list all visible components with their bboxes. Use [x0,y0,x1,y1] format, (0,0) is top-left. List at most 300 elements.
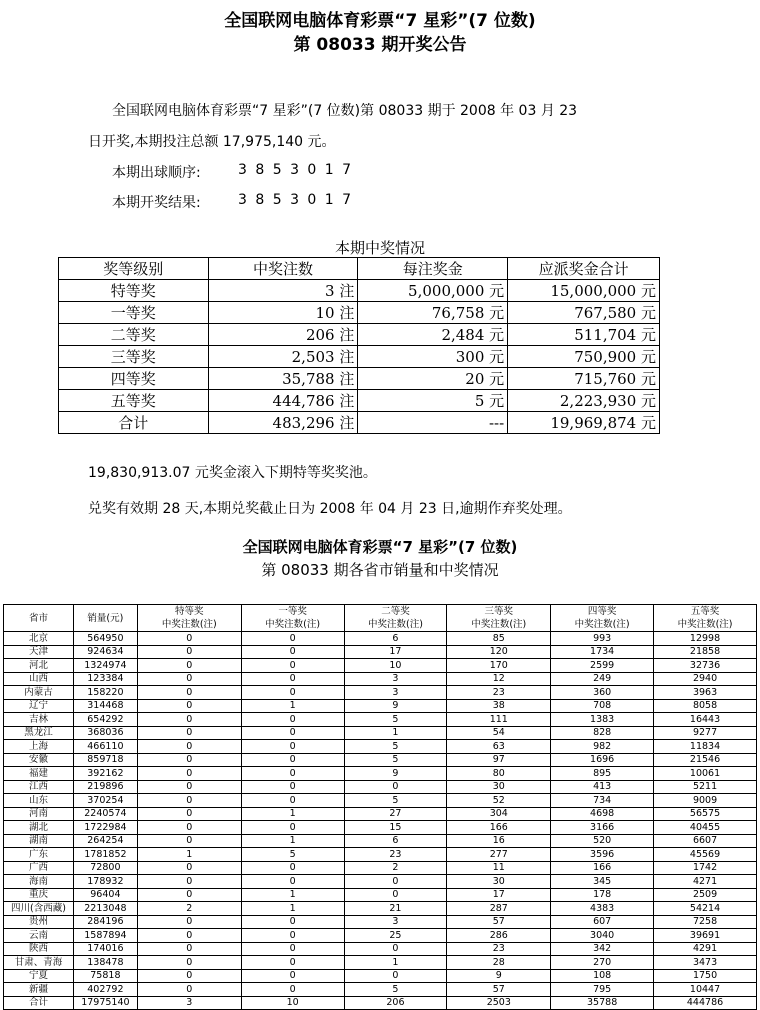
third-prize-count: 277 [447,848,551,862]
special-prize-count: 0 [137,699,241,713]
province-row [4,902,757,916]
sales: 219896 [73,780,137,794]
sales: 2240574 [73,807,137,821]
third-prize-count: 17 [447,888,551,902]
prize-row [59,412,660,434]
fifth-prize-count: 1742 [654,861,757,875]
first-prize-count: 0 [241,753,344,767]
sales: 859718 [73,753,137,767]
province: 广西 [4,861,74,875]
fourth-prize-count: 1696 [551,753,654,767]
total-payout: 19,969,874 元 [508,412,660,434]
prize-name: 二等奖 [381,606,410,617]
total-payout: 767,580 元 [508,302,660,324]
fourth-prize-count: 993 [551,632,654,646]
second-prize-count: 5 [344,794,447,808]
special-prize-count: 0 [137,956,241,970]
third-prize-count: 166 [447,821,551,835]
special-prize-count: 0 [137,875,241,889]
province: 北京 [4,632,74,646]
province: 吉林 [4,713,74,727]
fourth-prize-count: 982 [551,740,654,754]
first-prize-count: 1 [241,807,344,821]
sales: 1587894 [73,929,137,943]
second-prize-count: 5 [344,753,447,767]
second-prize-count: 3 [344,686,447,700]
first-prize-count: 0 [241,645,344,659]
province: 湖南 [4,834,74,848]
fifth-prize-count: 8058 [654,699,757,713]
special-prize-count: 0 [137,983,241,997]
fifth-prize-count: 3963 [654,686,757,700]
draw-order-value: 3 8 5 3 0 1 7 [238,162,352,178]
sales: 138478 [73,956,137,970]
second-prize-count: 3 [344,915,447,929]
total-payout: 750,900 元 [508,346,660,368]
result-label: 本期开奖结果: [112,195,201,211]
fourth-prize-count: 795 [551,983,654,997]
fourth-prize-count: 520 [551,834,654,848]
sales: 370254 [73,794,137,808]
special-prize-count: 0 [137,807,241,821]
validity-note: 兑奖有效期 28 天,本期兑奖截止日为 2008 年 04 月 23 日,逾期作弃奖处理。 [88,501,572,517]
third-prize-count: 287 [447,902,551,916]
header-province: 省市 [4,605,74,632]
province-row [4,956,757,970]
third-prize-count: 286 [447,929,551,943]
province-section-title: 全国联网电脑体育彩票“7 星彩”(7 位数) [242,538,518,556]
sales: 564950 [73,632,137,646]
fifth-prize-count: 45569 [654,848,757,862]
header-prize-col [137,605,241,632]
special-prize-count: 0 [137,929,241,943]
winning-count: 444,786 注 [208,390,358,412]
special-prize-count: 3 [137,996,241,1010]
fifth-prize-count: 4291 [654,942,757,956]
total-payout: 2,223,930 元 [508,390,660,412]
province-row [4,686,757,700]
sales: 264254 [73,834,137,848]
fifth-prize-count: 4271 [654,875,757,889]
total-payout: 715,760 元 [508,368,660,390]
province: 天津 [4,645,74,659]
prize-row [59,368,660,390]
prize-level: 五等奖 [59,390,209,412]
province: 河南 [4,807,74,821]
first-prize-count: 0 [241,983,344,997]
header-prize-col [551,605,654,632]
province: 四川(含西藏) [4,902,74,916]
prize-sub: 中奖注数(注) [677,619,733,630]
special-prize-count: 0 [137,861,241,875]
fifth-prize-count: 9277 [654,726,757,740]
fifth-prize-count: 10447 [654,983,757,997]
second-prize-count: 0 [344,888,447,902]
sales: 392162 [73,767,137,781]
province-table [3,604,757,1010]
header-winning-count: 中奖注数 [208,258,358,280]
second-prize-count: 25 [344,929,447,943]
sales: 402792 [73,983,137,997]
fifth-prize-count: 444786 [654,996,757,1010]
second-prize-count: 0 [344,942,447,956]
fifth-prize-count: 39691 [654,929,757,943]
rollover-note: 19,830,913.07 元奖金滚入下期特等奖奖池。 [88,465,377,481]
province-row [4,780,757,794]
sales: 75818 [73,969,137,983]
header-prize-col [344,605,447,632]
fourth-prize-count: 708 [551,699,654,713]
province: 重庆 [4,888,74,902]
first-prize-count: 0 [241,767,344,781]
second-prize-count: 6 [344,834,447,848]
second-prize-count: 5 [344,740,447,754]
prize-row [59,390,660,412]
sales: 174016 [73,942,137,956]
first-prize-count: 0 [241,969,344,983]
special-prize-count: 0 [137,713,241,727]
intro-line-2: 日开奖,本期投注总额 17,975,140 元。 [88,134,336,150]
prize-row [59,346,660,368]
province: 内蒙古 [4,686,74,700]
province-row [4,740,757,754]
province: 新疆 [4,983,74,997]
province-row [4,645,757,659]
first-prize-count: 0 [241,632,344,646]
second-prize-count: 23 [344,848,447,862]
province: 广东 [4,848,74,862]
fourth-prize-count: 734 [551,794,654,808]
province-row [4,767,757,781]
third-prize-count: 52 [447,794,551,808]
prize-row [59,280,660,302]
winning-count: 483,296 注 [208,412,358,434]
special-prize-count: 0 [137,645,241,659]
fifth-prize-count: 7258 [654,915,757,929]
special-prize-count: 1 [137,848,241,862]
header-sales: 销量(元) [73,605,137,632]
sales: 123384 [73,672,137,686]
sales: 466110 [73,740,137,754]
province: 云南 [4,929,74,943]
fourth-prize-count: 4383 [551,902,654,916]
special-prize-count: 0 [137,834,241,848]
third-prize-count: 63 [447,740,551,754]
fifth-prize-count: 40455 [654,821,757,835]
second-prize-count: 15 [344,821,447,835]
fifth-prize-count: 6607 [654,834,757,848]
special-prize-count: 0 [137,659,241,673]
second-prize-count: 3 [344,672,447,686]
second-prize-count: 9 [344,767,447,781]
second-prize-count: 0 [344,875,447,889]
prize-table-header [59,258,660,280]
special-prize-count: 0 [137,632,241,646]
prize-per-ticket: 5,000,000 元 [358,280,508,302]
first-prize-count: 0 [241,794,344,808]
winning-count: 206 注 [208,324,358,346]
province-row [4,659,757,673]
first-prize-count: 0 [241,821,344,835]
fourth-prize-count: 249 [551,672,654,686]
prize-level: 二等奖 [59,324,209,346]
province-row [4,672,757,686]
province-table-header [4,605,757,632]
third-prize-count: 38 [447,699,551,713]
header-prize-col [241,605,344,632]
fifth-prize-count: 12998 [654,632,757,646]
prize-per-ticket: 300 元 [358,346,508,368]
second-prize-count: 2 [344,861,447,875]
prize-level: 四等奖 [59,368,209,390]
prize-name: 四等奖 [587,606,617,617]
prize-level: 特等奖 [59,280,209,302]
third-prize-count: 16 [447,834,551,848]
third-prize-count: 85 [447,632,551,646]
first-prize-count: 0 [241,672,344,686]
third-prize-count: 11 [447,861,551,875]
total-payout: 511,704 元 [508,324,660,346]
header-prize-per-ticket: 每注奖金 [358,258,508,280]
second-prize-count: 206 [344,996,447,1010]
first-prize-count: 1 [241,902,344,916]
prize-sub: 中奖注数(注) [265,619,321,630]
fifth-prize-count: 5211 [654,780,757,794]
fifth-prize-count: 54214 [654,902,757,916]
second-prize-count: 1 [344,726,447,740]
sales: 178932 [73,875,137,889]
fourth-prize-count: 108 [551,969,654,983]
fourth-prize-count: 178 [551,888,654,902]
special-prize-count: 0 [137,969,241,983]
second-prize-count: 17 [344,645,447,659]
first-prize-count: 0 [241,686,344,700]
sales: 158220 [73,686,137,700]
third-prize-count: 80 [447,767,551,781]
prize-name: 一等奖 [278,606,307,617]
special-prize-count: 0 [137,888,241,902]
draw-order-label: 本期出球顺序: [112,165,201,181]
third-prize-count: 23 [447,686,551,700]
fifth-prize-count: 21546 [654,753,757,767]
third-prize-count: 2503 [447,996,551,1010]
second-prize-count: 5 [344,713,447,727]
first-prize-count: 0 [241,956,344,970]
fourth-prize-count: 895 [551,767,654,781]
province: 山西 [4,672,74,686]
fifth-prize-count: 9009 [654,794,757,808]
second-prize-count: 0 [344,969,447,983]
sales: 284196 [73,915,137,929]
first-prize-count: 1 [241,834,344,848]
province-row [4,713,757,727]
province-row [4,834,757,848]
intro-line-1: 全国联网电脑体育彩票“7 星彩”(7 位数)第 08033 期于 2008 年 03 月 23 [112,103,578,119]
third-prize-count: 23 [447,942,551,956]
special-prize-count: 0 [137,780,241,794]
fourth-prize-count: 360 [551,686,654,700]
province-row [4,794,757,808]
province-row [4,807,757,821]
fourth-prize-count: 607 [551,915,654,929]
province-row [4,753,757,767]
province: 安徽 [4,753,74,767]
first-prize-count: 0 [241,713,344,727]
fifth-prize-count: 2509 [654,888,757,902]
first-prize-count: 0 [241,861,344,875]
prize-table-caption: 本期中奖情况 [334,239,425,257]
province-row [4,821,757,835]
header-prize-col [654,605,757,632]
special-prize-count: 0 [137,753,241,767]
announcement-title: 全国联网电脑体育彩票“7 星彩”(7 位数) [224,11,536,31]
special-prize-count: 0 [137,915,241,929]
fifth-prize-count: 11834 [654,740,757,754]
fourth-prize-count: 413 [551,780,654,794]
second-prize-count: 21 [344,902,447,916]
fourth-prize-count: 345 [551,875,654,889]
sales: 654292 [73,713,137,727]
special-prize-count: 0 [137,942,241,956]
prize-name: 特等奖 [175,606,204,617]
fourth-prize-count: 3040 [551,929,654,943]
third-prize-count: 304 [447,807,551,821]
province: 福建 [4,767,74,781]
fourth-prize-count: 166 [551,861,654,875]
fourth-prize-count: 1383 [551,713,654,727]
second-prize-count: 27 [344,807,447,821]
prize-per-ticket: 2,484 元 [358,324,508,346]
special-prize-count: 0 [137,740,241,754]
fifth-prize-count: 16443 [654,713,757,727]
province: 辽宁 [4,699,74,713]
prize-sub: 中奖注数(注) [161,619,217,630]
province-section-subtitle: 第 08033 期各省市销量和中奖情况 [261,561,499,579]
province-row [4,632,757,646]
prize-row [59,324,660,346]
sales: 96404 [73,888,137,902]
fourth-prize-count: 270 [551,956,654,970]
province: 上海 [4,740,74,754]
province-row [4,969,757,983]
fourth-prize-count: 3596 [551,848,654,862]
prize-per-ticket: 20 元 [358,368,508,390]
sales: 924634 [73,645,137,659]
special-prize-count: 0 [137,821,241,835]
first-prize-count: 0 [241,915,344,929]
prize-table [58,257,660,434]
first-prize-count: 0 [241,780,344,794]
third-prize-count: 12 [447,672,551,686]
third-prize-count: 28 [447,956,551,970]
province-row [4,888,757,902]
winning-count: 3 注 [208,280,358,302]
second-prize-count: 5 [344,983,447,997]
third-prize-count: 97 [447,753,551,767]
fifth-prize-count: 10061 [654,767,757,781]
header-total-payout: 应派奖金合计 [508,258,660,280]
prize-per-ticket: 5 元 [358,390,508,412]
first-prize-count: 0 [241,726,344,740]
special-prize-count: 0 [137,767,241,781]
first-prize-count: 0 [241,875,344,889]
province: 湖北 [4,821,74,835]
announcement-subtitle: 第 08033 期开奖公告 [293,35,467,55]
province: 合计 [4,996,74,1010]
sales: 17975140 [73,996,137,1010]
prize-name: 五等奖 [690,606,720,617]
province-row [4,848,757,862]
province: 陕西 [4,942,74,956]
third-prize-count: 54 [447,726,551,740]
total-payout: 15,000,000 元 [508,280,660,302]
sales: 1324974 [73,659,137,673]
sales: 2213048 [73,902,137,916]
prize-per-ticket: 76,758 元 [358,302,508,324]
fifth-prize-count: 2940 [654,672,757,686]
sales: 314468 [73,699,137,713]
first-prize-count: 5 [241,848,344,862]
fourth-prize-count: 2599 [551,659,654,673]
special-prize-count: 0 [137,726,241,740]
first-prize-count: 0 [241,740,344,754]
third-prize-count: 30 [447,875,551,889]
first-prize-count: 0 [241,659,344,673]
winning-count: 35,788 注 [208,368,358,390]
province: 河北 [4,659,74,673]
province-row [4,996,757,1010]
special-prize-count: 0 [137,686,241,700]
province: 江西 [4,780,74,794]
special-prize-count: 0 [137,794,241,808]
province: 黑龙江 [4,726,74,740]
winning-count: 10 注 [208,302,358,324]
first-prize-count: 0 [241,929,344,943]
fifth-prize-count: 3473 [654,956,757,970]
province-row [4,915,757,929]
header-prize-col [447,605,551,632]
province-row [4,726,757,740]
result-value: 3 8 5 3 0 1 7 [238,192,352,208]
fifth-prize-count: 56575 [654,807,757,821]
province-row [4,942,757,956]
second-prize-count: 0 [344,780,447,794]
province: 贵州 [4,915,74,929]
fourth-prize-count: 1734 [551,645,654,659]
first-prize-count: 1 [241,888,344,902]
fifth-prize-count: 32736 [654,659,757,673]
province-row [4,875,757,889]
third-prize-count: 57 [447,915,551,929]
province-row [4,983,757,997]
prize-level: 三等奖 [59,346,209,368]
fourth-prize-count: 342 [551,942,654,956]
third-prize-count: 57 [447,983,551,997]
prize-level: 合计 [59,412,209,434]
third-prize-count: 9 [447,969,551,983]
prize-row [59,302,660,324]
first-prize-count: 10 [241,996,344,1010]
prize-per-ticket: --- [358,412,508,434]
prize-sub: 中奖注数(注) [367,619,423,630]
header-prize-level: 奖等级别 [59,258,209,280]
special-prize-count: 2 [137,902,241,916]
fourth-prize-count: 828 [551,726,654,740]
sales: 1781852 [73,848,137,862]
third-prize-count: 111 [447,713,551,727]
province-row [4,861,757,875]
prize-level: 一等奖 [59,302,209,324]
